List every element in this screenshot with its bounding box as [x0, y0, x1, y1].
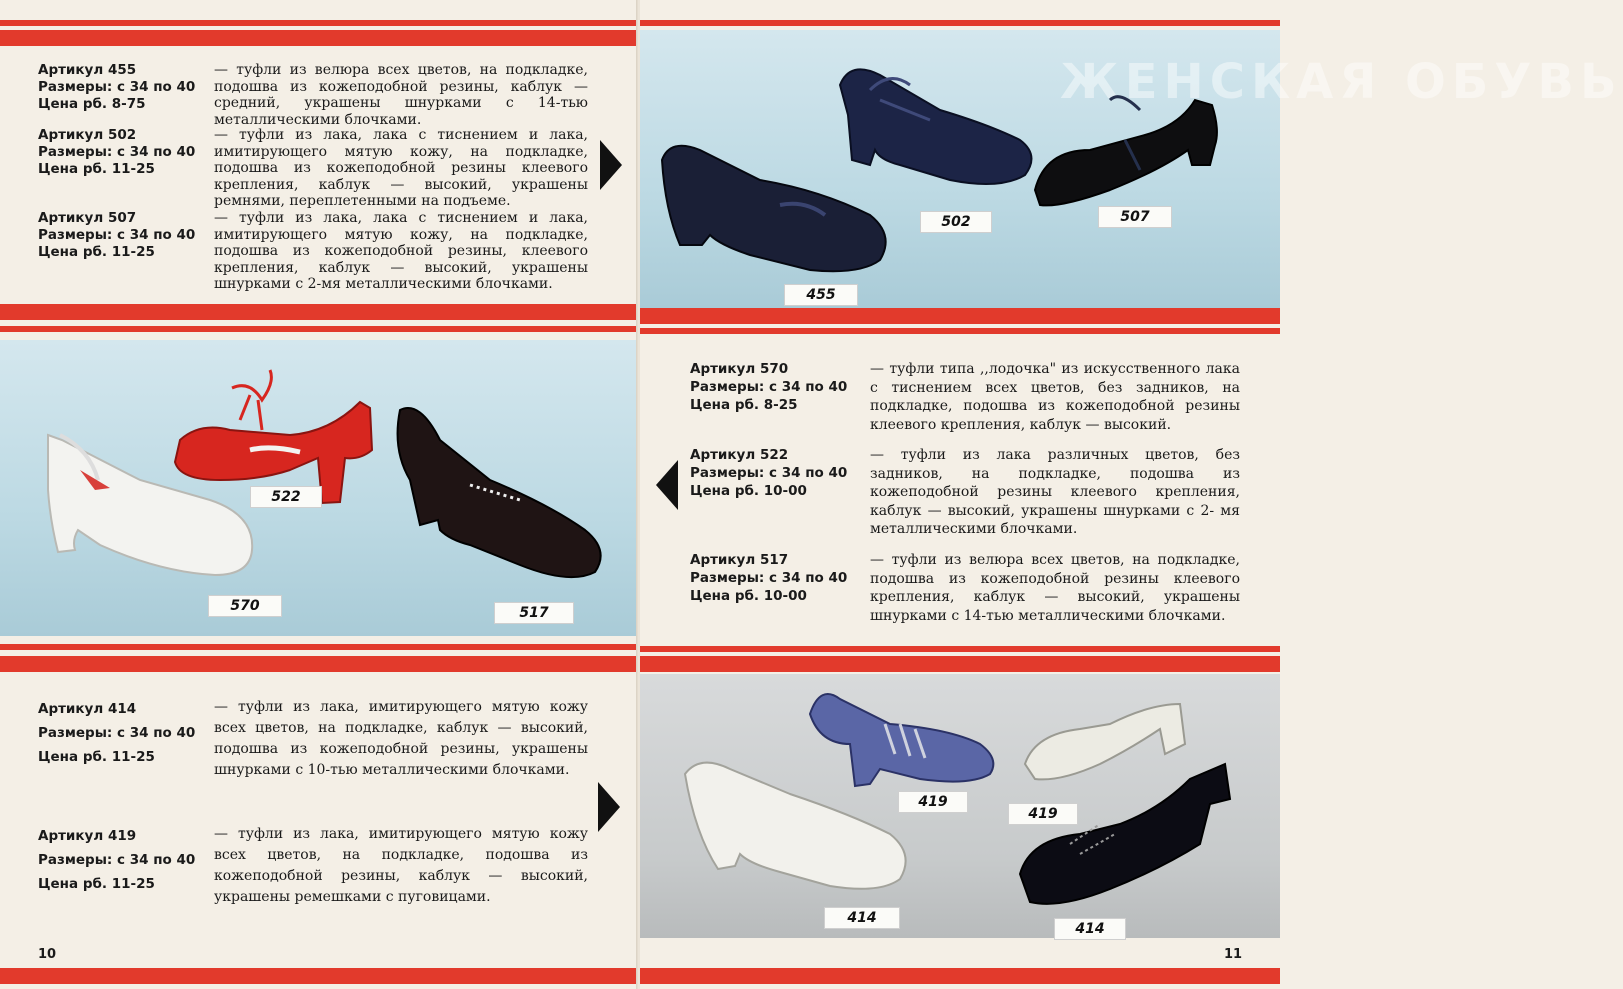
red-stripe [0, 644, 638, 650]
article-meta-517: Артикул 517 Размеры: с 34 по 40 Цена рб. 10-00 [690, 552, 848, 604]
red-stripe [0, 656, 638, 672]
left-page [0, 0, 638, 989]
article-desc-517: — туфли из велюра всех цветов, на подкладке, подошва из кожеподобной резины клеевого крепления, каблук — высокий, украшены шнурками с 14-тью металлическими блочками. [870, 552, 1240, 624]
article-desc-419: — туфли из лака, имитирующего мятую кожу всех цветов, на подкладке, подошва из кожеподобной резины, каблук — высокий, украшены ремешками с пуговицами. [214, 826, 588, 905]
page-number: 11 [1224, 947, 1243, 962]
shoes-illustration [640, 30, 1280, 308]
arrow-right-icon [598, 782, 620, 832]
shoe-tag-414a: 414 [824, 907, 900, 929]
article-meta-522: Артикул 522 Размеры: с 34 по 40 Цена рб. 10-00 [690, 447, 848, 499]
red-stripe [640, 20, 1280, 26]
article-meta-507: Артикул 507 Размеры: с 34 по 40 Цена рб. 11-25 [38, 210, 196, 260]
shoe-photo-1 [640, 30, 1623, 308]
article-desc-507: — туфли из лака, лака с тиснением и лака, имитирующего мятую кожу, на подкладке, подошва из кожеподобной резины, клеевого крепления, каблук — высокий, украшены шнурками с 2-мя металлическими блочками. [214, 210, 588, 292]
red-stripe [640, 646, 1280, 652]
red-stripe [640, 308, 1280, 324]
red-stripe [640, 328, 1280, 334]
red-stripe [640, 656, 1280, 672]
article-desc-522: — туфли из лака различных цветов, без задников, на подкладке, подошва из кожеподобной резины клеевого крепления, каблук — высокий, украшены шнурками с 2- мя металлическими блочками. [870, 447, 1240, 537]
red-stripe [0, 30, 638, 46]
shoe-tag-517: 517 [494, 602, 574, 624]
article-desc-414: — туфли из лака, имитирующего мятую кожу всех цветов, на подкладке, каблук — высокий, подошва из кожеподобной резины, украшены шнурками с 10-тью металлическими блочками. [214, 699, 588, 778]
shoe-tag-522: 522 [250, 486, 322, 508]
article-desc-455: — туфли из велюра всех цветов, на подкладке, подошва из кожеподобной резины, каблук — средний, украшены шнурками с 14-тью металлическими блочками. [214, 62, 588, 128]
red-stripe [640, 968, 1280, 984]
article-desc-502: — туфли из лака, лака с тиснением и лака, имитирующего мятую кожу, на подкладке, подошва из кожеподобной резины клеевого крепления, каблук — высокий, украшены ремнями, переплетенными на подъеме. [214, 127, 588, 209]
article-meta-502: Артикул 502 Размеры: с 34 по 40 Цена рб. 11-25 [38, 127, 196, 177]
photo-background-title: ЖЕНСКАЯ ОБУВЬ [1060, 54, 1623, 110]
article-desc-570: — туфли типа ,,лодочка" из искусственного лака с тиснением всех цветов, без задников, на подкладке, подошва из кожеподобной резины клеевого крепления, каблук — высокий. [870, 361, 1240, 433]
shoe-tag-414b: 414 [1054, 918, 1126, 940]
shoe-tag-502: 502 [920, 211, 992, 233]
shoe-tag-455: 455 [784, 284, 858, 306]
article-meta-455: Артикул 455 Размеры: с 34 по 40 Цена рб. 8-75 [38, 62, 196, 112]
article-meta-419: Артикул 419 Размеры: с 34 по 40 Цена рб. 11-25 [38, 828, 196, 892]
right-page [640, 0, 1623, 989]
article-meta-414: Артикул 414 Размеры: с 34 по 40 Цена рб. 11-25 [38, 701, 196, 765]
shoe-tag-507: 507 [1098, 206, 1172, 228]
shoe-photo-3 [640, 674, 1280, 938]
shoe-tag-419a: 419 [898, 791, 968, 813]
red-stripe [0, 304, 638, 320]
red-stripe [0, 20, 638, 26]
red-stripe [0, 326, 638, 332]
page-number: 10 [38, 947, 57, 962]
arrow-right-icon [600, 140, 622, 190]
shoe-tag-419b: 419 [1008, 803, 1078, 825]
shoe-tag-570: 570 [208, 595, 282, 617]
shoe-photo-2 [0, 340, 638, 636]
arrow-left-icon [656, 460, 678, 510]
red-stripe [0, 968, 638, 984]
article-meta-570: Артикул 570 Размеры: с 34 по 40 Цена рб. 8-25 [690, 361, 848, 413]
